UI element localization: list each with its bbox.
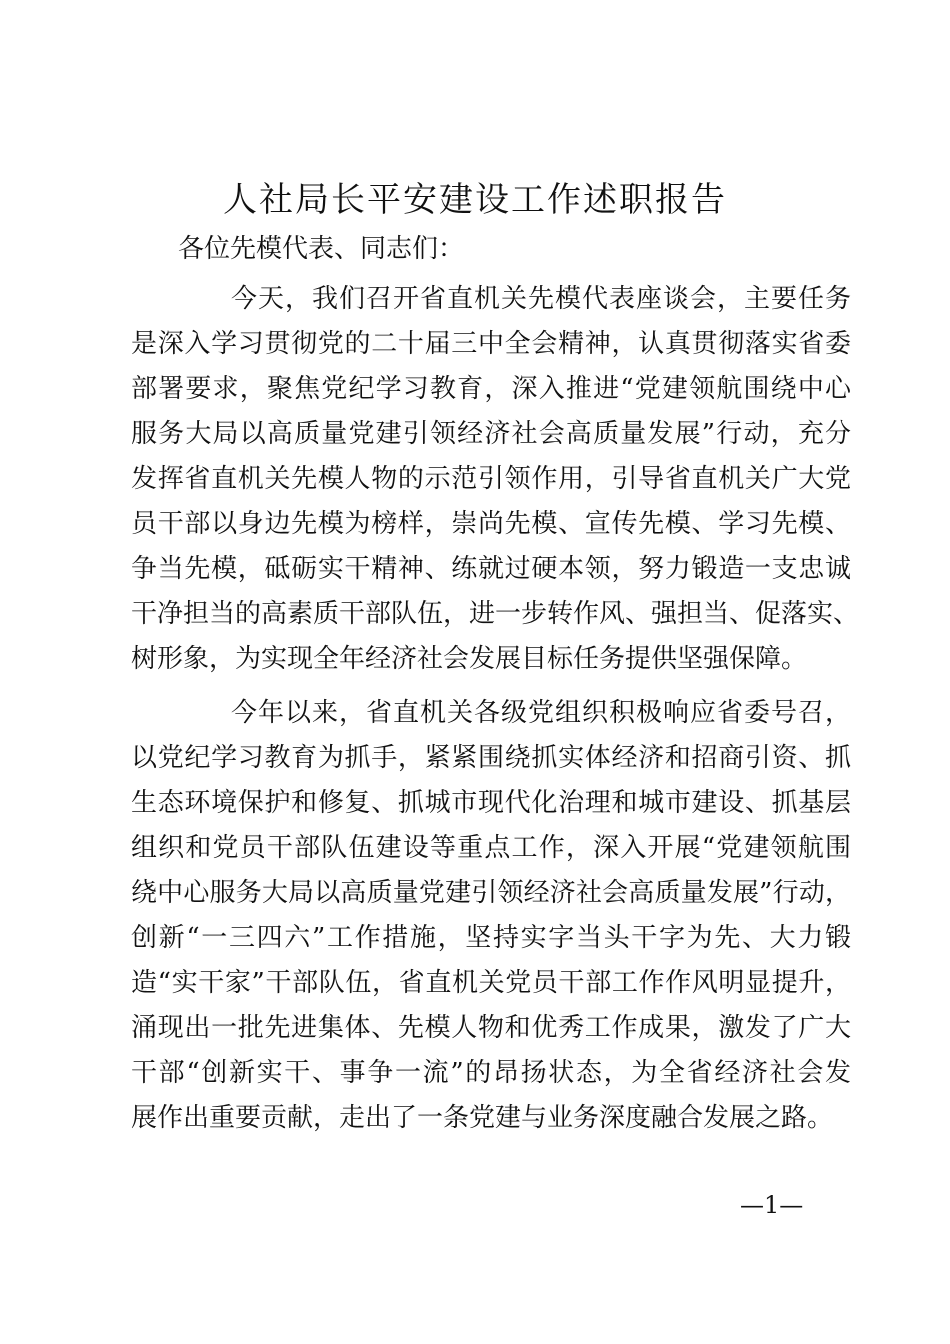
paragraph-line: 干净担当的高素质干部队伍，进一步转作风、强担当、促落实、 [131,599,860,629]
paragraph-line: 干部“创新实干、事争一流”的昂扬状态，为全省经济社会发 [131,1058,851,1088]
paragraph-line: 组织和党员干部队伍建设等重点工作，深入开展“党建领航围 [131,833,851,863]
paragraph-line: 员干部以身边先模为榜样，崇尚先模、宣传先模、学习先模、 [131,509,851,539]
paragraph-line: 展作出重要贡献，走出了一条党建与业务深度融合发展之路。 [131,1103,834,1133]
paragraph-1 [131,277,860,682]
paragraph-line: 服务大局以高质量党建引领经济社会高质量发展”行动，充分 [131,419,851,449]
paragraph-line: 创新“一三四六”工作措施，坚持实字当头干字为先、大力锻 [131,923,851,953]
paragraph-line: 树形象，为实现全年经济社会发展目标任务提供坚强保障。 [131,644,808,674]
paragraph-line: 是深入学习贯彻党的二十届三中全会精神，认真贯彻落实省委 [131,329,851,359]
paragraph-line: 以党纪学习教育为抓手，紧紧围绕抓实体经济和招商引资、抓 [131,743,851,773]
paragraph-line: 发挥省直机关先模人物的示范引领作用，引导省直机关广大党 [131,464,851,494]
page-number: —1— [740,1191,804,1219]
paragraph-line: 争当先模，砥砺实干精神、练就过硬本领，努力锻造一支忠诚 [131,554,851,584]
paragraph-line: 涌现出一批先进集体、先模人物和优秀工作成果，激发了广大 [131,1013,851,1043]
paragraph-line: 生态环境保护和修复、抓城市现代化治理和城市建设、抓基层 [131,788,851,818]
paragraph-line: 今年以来，省直机关各级党组织积极响应省委号召， [231,698,851,728]
paragraph-2 [131,691,851,1141]
salutation: 各位先模代表、同志们： [178,234,465,264]
paragraph-line: 绕中心服务大局以高质量党建引领经济社会高质量发展”行动， [131,878,851,908]
paragraph-line: 造“实干家”干部队伍，省直机关党员干部工作作风明显提升， [131,968,851,998]
paragraph-line: 部署要求，聚焦党纪学习教育，深入推进“党建领航围绕中心 [131,374,851,404]
document-title: 人社局长平安建设工作述职报告 [223,180,727,220]
paragraph-line: 今天，我们召开省直机关先模代表座谈会，主要任务 [231,284,851,314]
